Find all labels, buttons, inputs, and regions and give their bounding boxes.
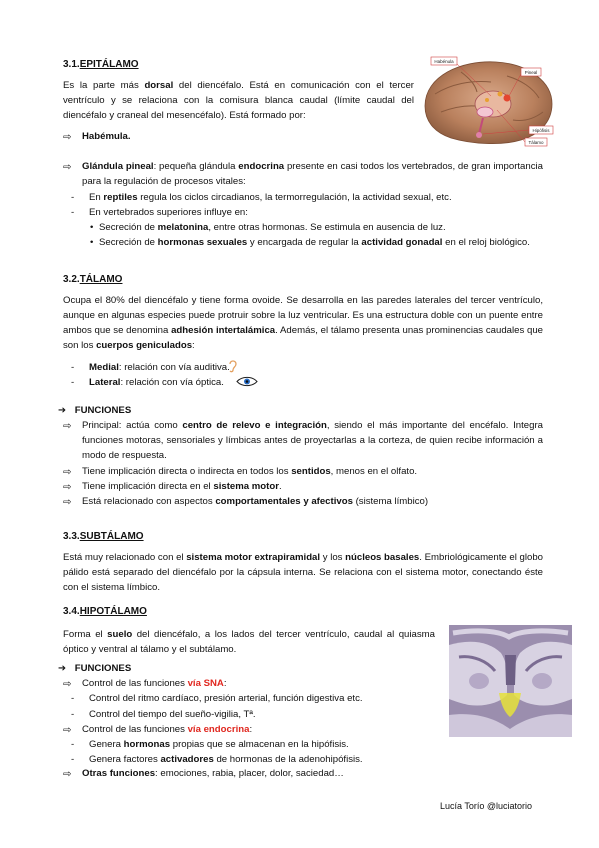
- eye-icon: [236, 376, 258, 393]
- item-melatonina: • Secreción de melatonina, entre otras hormonas. Se estimula en ausencia de luz.: [90, 222, 446, 233]
- footer-author: Lucía Torío @luciatorio: [440, 801, 533, 811]
- item-lateral: - Lateral: relación con vía óptica.: [71, 376, 371, 391]
- arrow-icon: ⇨: [63, 132, 72, 143]
- subtalamo-paragraph: Está muy relacionado con el sistema motor extrapiramidal y los núcleos basales. Embriológicamente el globo pálido está separado del diencéfalo por la cápsula interna. Se relaciona con el sistema motor, conectando éste con el sistema límbico.: [63, 552, 544, 593]
- funcion-principal: ⇨ Principal: actúa como centro de relevo e integración, siendo el más importante del encéfalo. Integra funciones motoras, sensoriales y límbicas antes de proyectarlas a la corteza, de quien recibe información a modo de respuesta.: [63, 420, 543, 461]
- brain-label-pineal: Pineal: [524, 70, 538, 75]
- arrow-icon: ⇨: [63, 467, 72, 478]
- epitalamo-intro: Es la parte más dorsal del diencéfalo. Está en comunicación con el tercer ventrículo y se relaciona con la comisura blanca caudal (límite caudal del diencéfalo y craneal del mesencéfalo). Está formado por:: [63, 80, 414, 121]
- section-heading-epitalamo: [63, 57, 139, 73]
- arrow-icon: ⇨: [63, 769, 72, 780]
- section-heading-talamo: 3.2.TÁLAMO: [63, 274, 123, 285]
- funcion-sentidos: ⇨ Tiene implicación directa o indirecta en todos los sentidos, menos en el olfato.: [63, 465, 543, 480]
- endocrina-item-factores: - Genera factores activadores de hormonas de la adenohipófisis.: [71, 754, 363, 765]
- bold-arrow-icon: ➔: [58, 405, 67, 416]
- item-medial: - Medial: relación con vía auditiva.: [71, 361, 371, 376]
- funciones-heading-hipotalamo: ➔ FUNCIONES: [58, 663, 132, 674]
- brain-coronal-image: [449, 625, 572, 737]
- bold-arrow-icon: ➔: [58, 663, 67, 674]
- funcion-afectivos: ⇨ Está relacionado con aspectos comportamentales y afectivos (sistema límbico): [63, 495, 543, 510]
- section-heading-subtalamo: 3.3.SUBTÁLAMO: [63, 531, 144, 542]
- section-title: EPITÁLAMO: [79, 59, 139, 70]
- section-number: 3.1.: [63, 59, 80, 70]
- hipotalamo-paragraph: Forma el suelo del diencéfalo, a los lados del tercer ventrículo, caudal al quiasma óptico y ventral al tálamo y el subtálamo.: [63, 629, 435, 655]
- endocrina-item-hormonas: - Genera hormonas propias que se almacenan en la hipófisis.: [71, 739, 349, 750]
- brain-label-talamo: Tálamo: [528, 140, 544, 145]
- item-reptiles: - En reptiles regula los ciclos circadianos, la termorregulación, la actividad sexual, etc.: [71, 192, 452, 203]
- section-heading-hipotalamo: 3.4.HIPOTÁLAMO: [63, 606, 147, 617]
- arrow-icon: ⇨: [63, 679, 72, 690]
- item-hormonas-sexuales: • Secreción de hormonas sexuales y encargada de regular la actividad gonadal en el reloj biológico.: [90, 237, 530, 248]
- funcion-motor: ⇨ Tiene implicación directa en el sistema motor.: [63, 480, 543, 495]
- sna-item-sueno: - Control del tiempo del sueño-vigilia, Tª.: [71, 709, 256, 720]
- arrow-icon: ⇨: [63, 497, 72, 508]
- arrow-icon: ⇨: [63, 421, 72, 432]
- brain-label-habenula: Habénula: [434, 59, 454, 64]
- arrow-icon: ⇨: [63, 482, 72, 493]
- sna-item-ritmo: - Control del ritmo cardíaco, presión arterial, función digestiva etc.: [71, 693, 363, 704]
- talamo-paragraph: Ocupa el 80% del diencéfalo y tiene forma ovoide. Se desarrolla en las paredes laterales del tercer ventrículo, aunque en algunas especies puede protruir sobre la luz ventricular. Es una estructura doble con un puente entre ambos que se denomina adhesión intertalámica. Además, el tálamo presenta unas prominencias caudales que son los cuerpos geniculados:: [63, 295, 544, 351]
- arrow-icon: ⇨: [63, 162, 72, 173]
- funcion-endocrina: ⇨ Control de las funciones vía endocrina:: [63, 723, 443, 738]
- item-glandula-pineal: ⇨ Glándula pineal: pequeña glándula endocrina presente en casi todos los vertebrados, de gran importancia para la regulación de procesos vitales:: [63, 161, 543, 187]
- brain-label-hipofisis: Hipófisis: [532, 128, 550, 133]
- funcion-sna: ⇨ Control de las funciones vía SNA:: [63, 677, 443, 692]
- item-vertebrados-superiores: - En vertebrados superiores influye en:: [71, 207, 248, 218]
- funcion-otras: ⇨ Otras funciones: emociones, rabia, placer, dolor, saciedad…: [63, 767, 443, 782]
- arrow-icon: ⇨: [63, 725, 72, 736]
- funciones-heading-talamo: ➔ FUNCIONES: [58, 405, 132, 416]
- item-habenula: ⇨ Habémula.: [63, 130, 543, 145]
